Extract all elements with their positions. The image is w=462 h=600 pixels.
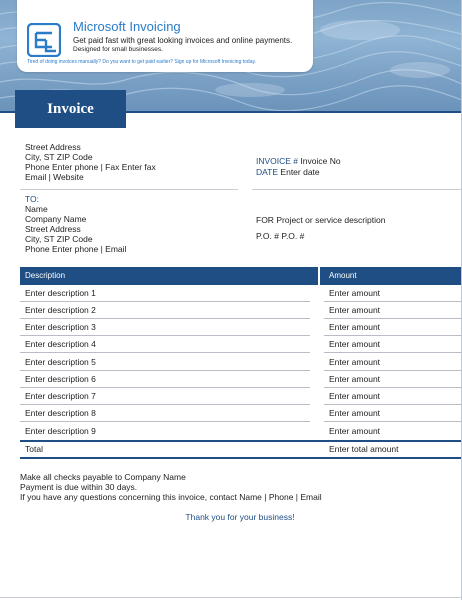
to-company[interactable]: Company Name	[25, 214, 87, 224]
row-divider	[20, 335, 310, 336]
row-divider	[20, 370, 310, 371]
column-header-amount: Amount	[329, 271, 357, 280]
invoice-number-value[interactable]: Invoice No	[300, 156, 341, 166]
column-header-description: Description	[25, 271, 66, 280]
row-divider	[324, 387, 462, 388]
promo-card[interactable]	[17, 0, 313, 72]
for-line	[256, 215, 385, 225]
row-description[interactable]: Enter description 8	[25, 408, 96, 418]
total-bottom-divider	[20, 457, 462, 459]
table-header	[20, 267, 462, 285]
row-description[interactable]: Enter description 1	[25, 288, 96, 298]
row-description[interactable]: Enter description 3	[25, 322, 96, 332]
po-value[interactable]: P.O. #	[281, 231, 305, 241]
invoice-title: Invoice	[47, 101, 94, 117]
po-line	[256, 231, 304, 241]
promo-tagline: Designed for small businesses.	[73, 46, 163, 53]
thank-you-message[interactable]: Thank you for your business!	[185, 512, 295, 522]
row-divider	[20, 301, 310, 302]
company-phone-fax[interactable]: Phone Enter phone | Fax Enter fax	[25, 162, 156, 172]
page-edge-bottom	[0, 597, 462, 598]
po-label: P.O. #	[256, 231, 279, 241]
payable-note[interactable]: Make all checks payable to Company Name	[20, 472, 186, 482]
row-amount[interactable]: Enter amount	[329, 408, 381, 418]
company-street[interactable]: Street Address	[25, 142, 81, 152]
to-phone-email[interactable]: Phone Enter phone | Email	[25, 244, 127, 254]
due-note[interactable]: Payment is due within 30 days.	[20, 482, 138, 492]
contact-note[interactable]: If you have any questions concerning this invoice, contact Name | Phone | Email	[20, 492, 322, 502]
row-divider	[20, 352, 310, 353]
row-amount[interactable]: Enter amount	[329, 374, 381, 384]
row-description[interactable]: Enter description 6	[25, 374, 96, 384]
to-name[interactable]: Name	[25, 204, 48, 214]
row-description[interactable]: Enter description 4	[25, 339, 96, 349]
row-amount[interactable]: Enter amount	[329, 305, 381, 315]
promo-title: Microsoft Invoicing	[73, 19, 181, 34]
row-divider	[324, 404, 462, 405]
row-description[interactable]: Enter description 7	[25, 391, 96, 401]
row-divider	[20, 404, 310, 405]
row-divider	[20, 318, 310, 319]
row-divider	[324, 352, 462, 353]
to-street[interactable]: Street Address	[25, 224, 81, 234]
row-amount[interactable]: Enter amount	[329, 426, 381, 436]
row-divider	[324, 335, 462, 336]
row-description[interactable]: Enter description 2	[25, 305, 96, 315]
row-divider	[324, 301, 462, 302]
row-divider	[324, 421, 462, 422]
row-amount[interactable]: Enter amount	[329, 322, 381, 332]
invoice-logo-icon	[27, 23, 61, 57]
total-label: Total	[25, 444, 43, 454]
section-divider-left	[20, 189, 238, 190]
total-divider	[20, 440, 462, 442]
invoice-number-label: INVOICE #	[256, 156, 299, 166]
row-divider	[324, 370, 462, 371]
to-city[interactable]: City, ST ZIP Code	[25, 234, 93, 244]
row-amount[interactable]: Enter amount	[329, 288, 381, 298]
row-amount[interactable]: Enter amount	[329, 357, 381, 367]
company-email-web[interactable]: Email | Website	[25, 172, 84, 182]
column-separator	[318, 267, 320, 285]
invoice-number-line	[256, 156, 341, 166]
for-label: FOR	[256, 215, 274, 225]
invoice-date-value[interactable]: Enter date	[280, 167, 320, 177]
row-description[interactable]: Enter description 5	[25, 357, 96, 367]
row-description[interactable]: Enter description 9	[25, 426, 96, 436]
row-amount[interactable]: Enter amount	[329, 391, 381, 401]
row-divider	[324, 318, 462, 319]
section-divider-right	[252, 189, 462, 190]
invoice-date-label: DATE	[256, 167, 279, 177]
to-label: TO:	[25, 194, 40, 204]
promo-subtitle: Get paid fast with great looking invoices and online payments.	[73, 36, 293, 45]
for-value[interactable]: Project or service description	[276, 215, 386, 225]
invoice-date-line	[256, 167, 320, 177]
company-city[interactable]: City, ST ZIP Code	[25, 152, 93, 162]
promo-signup-link[interactable]: Tired of doing invoices manually? Do you want to get paid earlier? Sign up for Microsoft Invoicing today.	[27, 59, 257, 65]
row-divider	[20, 387, 310, 388]
row-divider	[20, 421, 310, 422]
total-amount[interactable]: Enter total amount	[329, 444, 399, 454]
row-amount[interactable]: Enter amount	[329, 339, 381, 349]
